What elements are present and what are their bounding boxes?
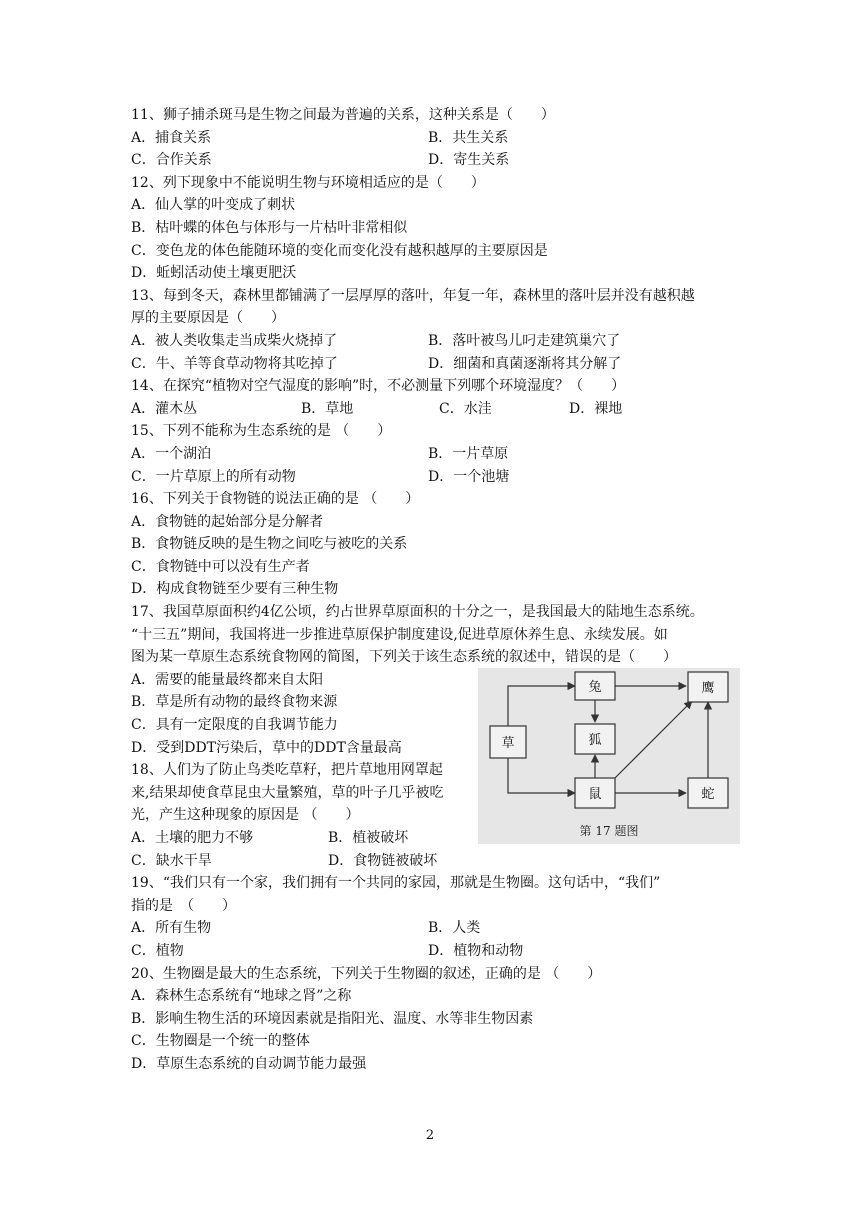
question-12 — [131, 172, 741, 285]
answer-option: B．植被破坏 — [328, 830, 409, 846]
answer-option: B．枯叶蝶的体色与体形与一片枯叶非常相似 — [131, 219, 408, 236]
node-eagle — [688, 672, 728, 702]
question-stem: 11、狮子捕杀斑马是生物之间最为普遍的关系，这种关系是（ ） — [131, 107, 555, 123]
node-mouse — [575, 778, 615, 808]
question-15 — [131, 420, 741, 488]
answer-option: C．具有一定限度的自我调节能力 — [131, 717, 338, 734]
svg-text:兔: 兔 — [588, 680, 602, 695]
answer-option: B．影响生物生活的环境因素就是指阳光、温度、水等非生物因素 — [131, 1010, 534, 1027]
answer-option: A．食物链的起始部分是分解者 — [131, 513, 324, 530]
answer-option-row — [131, 940, 741, 963]
question-stem: “十三五”期间，我国将进一步推进草原保护制度建设,促进草原休养生息、永续发展。如 — [131, 626, 668, 643]
answer-option-row — [131, 850, 741, 873]
answer-option: D．构成食物链至少要有三种生物 — [131, 581, 339, 598]
answer-option: D．寄生关系 — [428, 152, 510, 169]
question-11 — [131, 104, 741, 172]
node-fox — [575, 724, 615, 754]
answer-option: B．一片草原 — [428, 445, 509, 462]
answer-option: A．土壤的肥力不够 — [131, 830, 254, 846]
question-stem: 厚的主要原因是（ ） — [131, 310, 285, 327]
answer-option: A．仙人掌的叶变成了刺状 — [131, 197, 296, 214]
question-stem: 13、每到冬天，森林里都铺满了一层厚厚的落叶，年复一年，森林里的落叶层并没有越积越 — [131, 287, 695, 304]
svg-text:鼠: 鼠 — [588, 787, 602, 802]
answer-option: D．草原生态系统的自动调节能力最强 — [131, 1055, 367, 1072]
question-16 — [131, 488, 741, 601]
answer-option: C．变色龙的体色能随环境的变化而变化没有越积越厚的主要原因是 — [131, 242, 548, 259]
question-14 — [131, 375, 741, 420]
arrow-mouse-eagle — [613, 701, 692, 780]
answer-option: C．食物链中可以没有生产者 — [131, 558, 310, 575]
answer-option: B．食物链反映的是生物之间吃与被吃的关系 — [131, 536, 408, 553]
question-stem: 来,结果却使食草昆虫大量繁殖，草的叶子几乎被吃 — [131, 784, 444, 801]
question-20 — [131, 963, 741, 1076]
question-stem: 18、人们为了防止鸟类吃草籽，把片草地用网罩起 — [131, 762, 443, 779]
question-stem: 17、我国草原面积约4亿公顷，约占世界草原面积的十分之一，是我国最大的陆地生态系统。 — [131, 604, 704, 621]
answer-option: C．一片草原上的所有动物 — [131, 468, 296, 485]
answer-option: B．草是所有动物的最终食物来源 — [131, 694, 338, 711]
food-web-diagram — [478, 668, 740, 844]
answer-option: D．细菌和真菌逐渐将其分解了 — [428, 355, 622, 372]
question-stem: 15、下列不能称为生态系统的是 （ ） — [131, 423, 392, 440]
answer-option: C．牛、羊等食草动物将其吃掉了 — [131, 355, 338, 372]
question-stem: 指的是 （ ） — [131, 897, 236, 914]
answer-option-row — [131, 127, 741, 150]
answer-option: A．森林生态系统有“地球之肾”之称 — [131, 988, 352, 1005]
question-stem: 12、列下现象中不能说明生物与环境相适应的是（ ） — [131, 174, 485, 191]
answer-option: B．落叶被鸟儿叼走建筑巢穴了 — [428, 332, 621, 349]
answer-option: D．一个池塘 — [428, 468, 510, 485]
answer-option: A．灌木丛 — [131, 400, 198, 417]
question-13 — [131, 285, 741, 375]
svg-text:蛇: 蛇 — [701, 787, 715, 802]
question-list — [131, 104, 741, 1076]
answer-option-row — [131, 353, 741, 376]
answer-option-row — [131, 466, 741, 489]
answer-option: D．蚯蚓活动使土壤更肥沃 — [131, 265, 297, 282]
svg-text:狐: 狐 — [588, 733, 602, 748]
answer-option: A．需要的能量最终都来自太阳 — [131, 671, 324, 688]
answer-option: D．植物和动物 — [428, 942, 524, 959]
answer-option: A．所有生物 — [131, 920, 212, 937]
answer-option: B．共生关系 — [428, 129, 509, 146]
answer-option: B．草地 — [301, 400, 354, 417]
question-stem: 图为某一草原生态系统食物网的简图，下列关于该生态系统的叙述中，错误的是（ ） — [131, 649, 677, 666]
answer-option-row — [131, 917, 741, 940]
svg-text:鹰: 鹰 — [701, 681, 715, 696]
page-number: 2 — [425, 1128, 435, 1143]
answer-option: A．捕食关系 — [131, 129, 212, 146]
answer-option-row — [131, 149, 741, 172]
question-19 — [131, 872, 741, 962]
food-web-figure — [478, 668, 740, 844]
answer-option: A．被人类收集走当成柴火烧掉了 — [131, 332, 338, 349]
answer-option: C．缺水干旱 — [131, 852, 212, 869]
question-stem: 20、生物圈是最大的生态系统，下列关于生物圈的叙述，正确的是 （ ） — [131, 965, 602, 982]
arrow-grass-rabbit — [508, 686, 575, 726]
answer-option: B．人类 — [428, 920, 481, 937]
question-stem: 14、在探究“植物对空气湿度的影响”时，不必测量下列哪个环境湿度？（ ） — [131, 378, 626, 395]
node-rabbit — [575, 672, 615, 700]
question-stem: 光，产生这种现象的原因是 （ ） — [131, 807, 360, 824]
answer-option: D．受到DDT污染后，草中的DDT含量最高 — [131, 739, 402, 756]
question-stem: 16、下列关于食物链的说法正确的是 （ ） — [131, 491, 420, 508]
answer-option: D．裸地 — [569, 400, 623, 417]
answer-option-row — [131, 330, 741, 353]
answer-option: C．生物圈是一个统一的整体 — [131, 1033, 310, 1050]
svg-text:草: 草 — [501, 736, 515, 751]
answer-option: C．合作关系 — [131, 152, 212, 169]
answer-option-row — [131, 398, 741, 421]
node-grass — [490, 726, 526, 758]
figure-caption: 第 17 题图 — [579, 824, 639, 838]
answer-option: D．食物链被破坏 — [328, 852, 438, 869]
arrow-grass-mouse — [508, 758, 575, 793]
answer-option: A．一个湖泊 — [131, 445, 212, 462]
question-stem: 19、“我们只有一个家，我们拥有一个共同的家园，那就是生物圈。这句话中，“我们” — [131, 875, 661, 892]
answer-option: C．植物 — [131, 942, 184, 959]
answer-option-row — [131, 443, 741, 466]
answer-option: C．水洼 — [439, 400, 492, 417]
node-snake — [688, 778, 728, 808]
